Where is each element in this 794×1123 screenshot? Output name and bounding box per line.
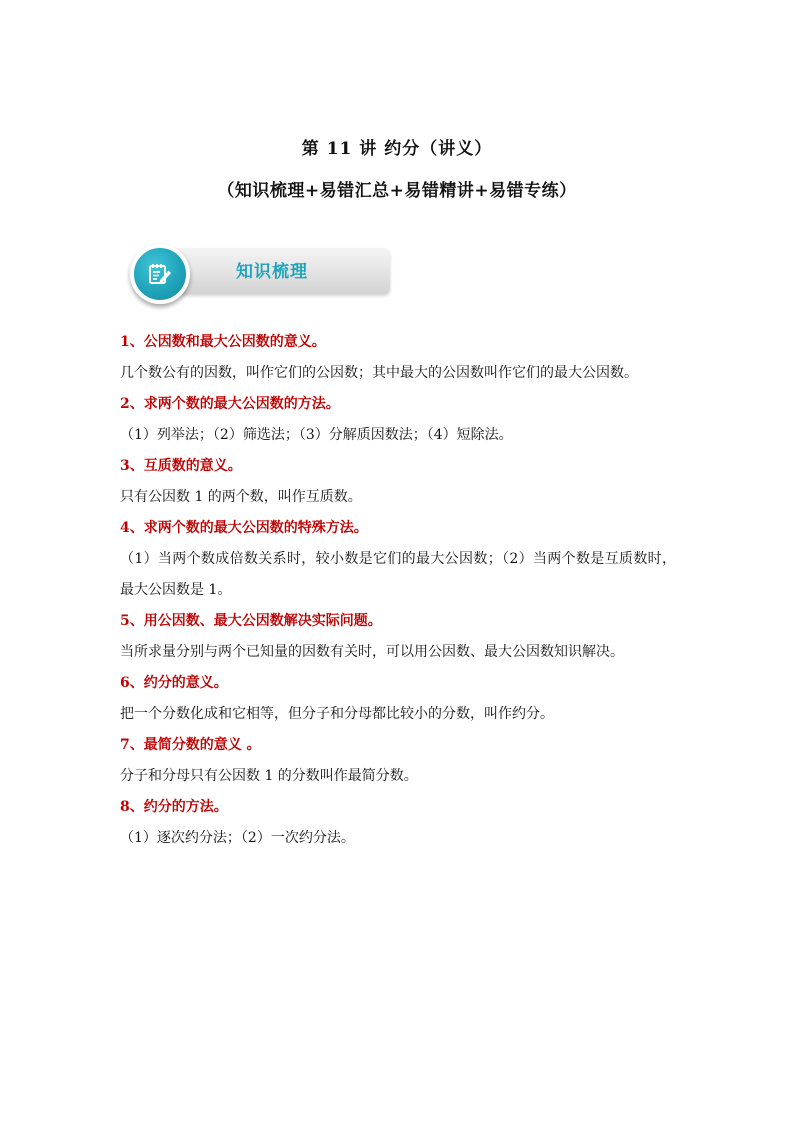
section-banner	[124, 246, 390, 298]
section-heading: 4、求两个数的最大公因数的特殊方法。	[120, 520, 368, 536]
knowledge-content	[120, 327, 676, 854]
section-body: （1）逐次约分法；（2）一次约分法。	[120, 830, 355, 846]
section-3	[120, 451, 676, 513]
section-4	[120, 513, 676, 606]
section-7	[120, 730, 676, 792]
banner-label: 知识梳理	[236, 262, 308, 282]
section-2	[120, 389, 676, 451]
section-heading: 2、求两个数的最大公因数的方法。	[120, 396, 340, 412]
section-body: 只有公因数 1 的两个数，叫作互质数。	[120, 489, 362, 505]
section-heading: 8、约分的方法。	[120, 799, 228, 815]
section-1	[120, 327, 676, 389]
section-body: 当所求量分别与两个已知量的因数有关时，可以用公因数、最大公因数知识解决。	[120, 644, 624, 660]
section-body: 把一个分数化成和它相等，但分子和分母都比较小的分数，叫作约分。	[120, 706, 554, 722]
section-heading: 6、约分的意义。	[120, 675, 228, 691]
section-6	[120, 668, 676, 730]
section-body: 几个数公有的因数，叫作它们的公因数；其中最大的公因数叫作它们的最大公因数。	[120, 365, 638, 381]
section-heading: 1、公因数和最大公因数的意义。	[120, 334, 326, 350]
section-body: 分子和分母只有公因数 1 的分数叫作最简分数。	[120, 768, 418, 784]
page-title: 第 11 讲 约分（讲义）	[301, 139, 493, 159]
page-subtitle: （知识梳理+易错汇总+易错精讲+易错专练）	[217, 181, 577, 201]
section-body: （1）当两个数成倍数关系时，较小数是它们的最大公因数；（2）当两个数是互质数时，最大公因数是 1。	[120, 551, 676, 598]
section-heading: 5、用公因数、最大公因数解决实际问题。	[120, 613, 382, 629]
section-5	[120, 606, 676, 668]
notepad-pencil-icon	[130, 244, 190, 304]
section-body: （1）列举法；（2）筛选法；（3）分解质因数法；（4）短除法。	[120, 427, 513, 443]
section-8	[120, 792, 676, 854]
section-heading: 3、互质数的意义。	[120, 458, 242, 474]
section-heading: 7、最简分数的意义 。	[120, 737, 261, 753]
